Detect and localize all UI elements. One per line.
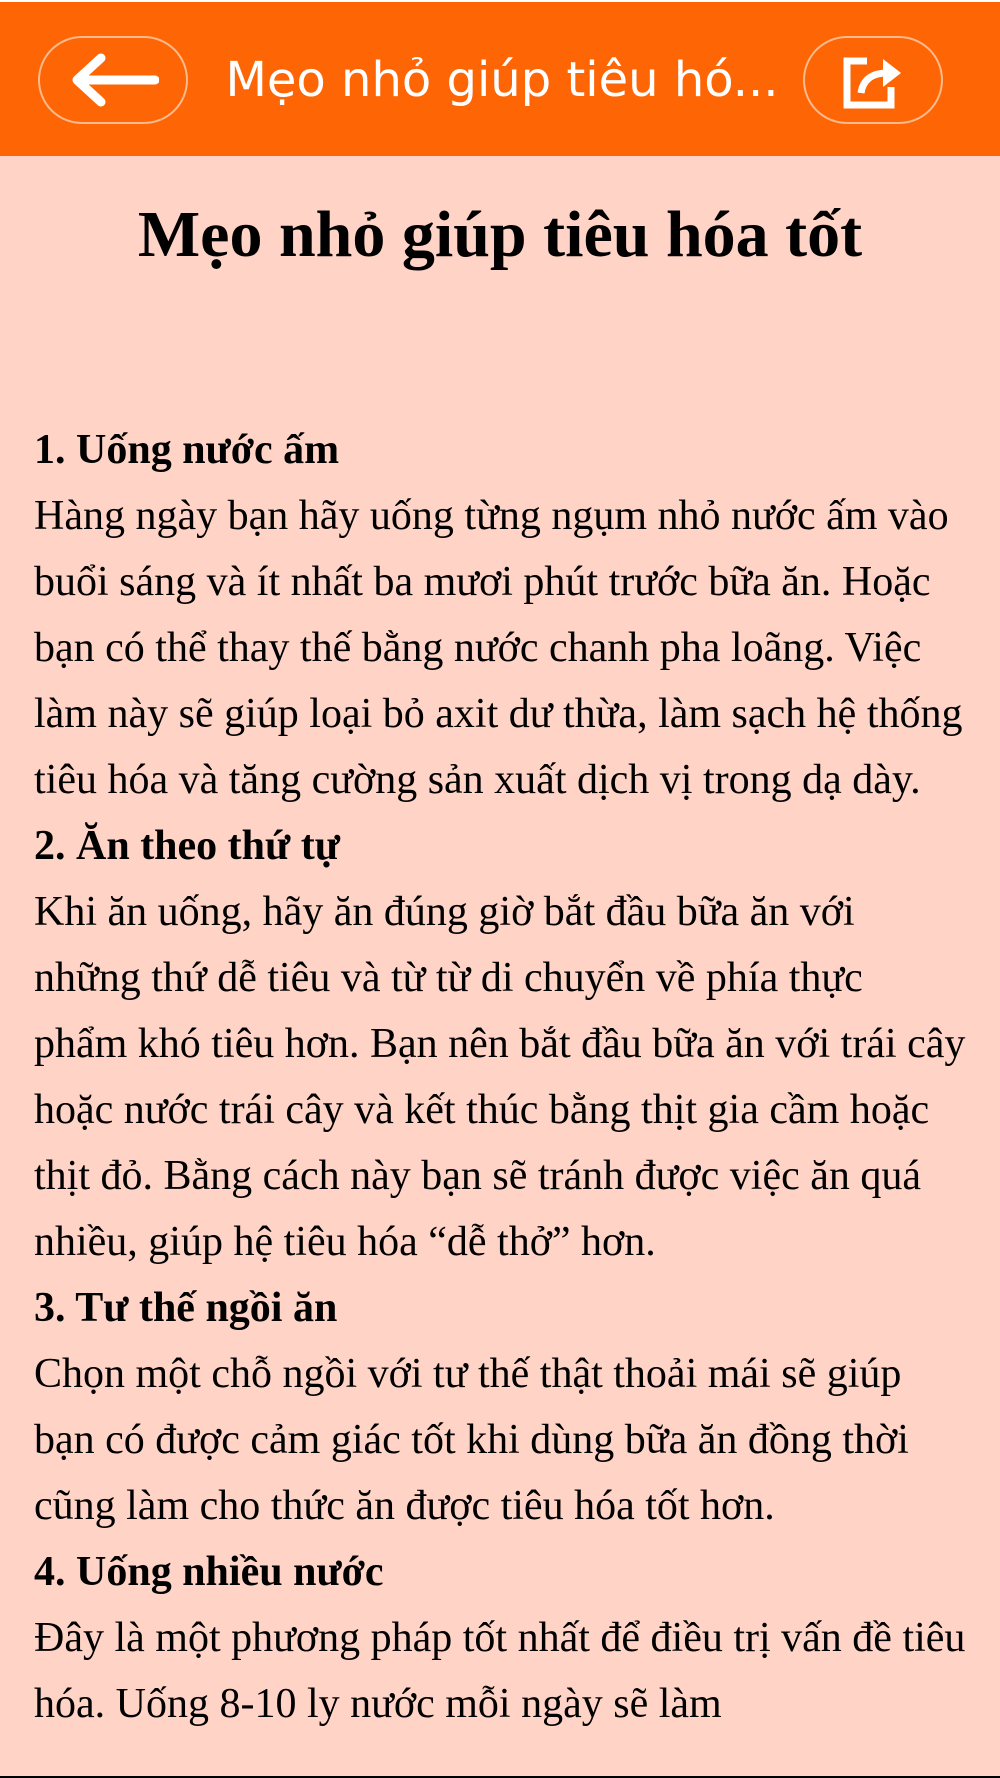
section-body: Khi ăn uống, hãy ăn đúng giờ bắt đầu bữa ăn với những thứ dễ tiêu và từ từ di chuyển về phía thực phẩm khó tiêu hơn. Bạn nên bắt đầu bữa ăn với trái cây hoặc nước trái cây và kết thúc bằng thịt gia cầm hoặc thịt đỏ. Bằng cách này bạn sẽ tránh được việc ăn quá nhiều, giúp hệ tiêu hóa “dễ thở” hơn.: [34, 888, 966, 1265]
article-sections: [34, 417, 966, 1737]
section-heading: 4. Uống nhiều nước: [34, 1548, 384, 1595]
share-button[interactable]: [803, 36, 943, 124]
article-content[interactable]: [0, 156, 1000, 1778]
share-export-icon: [837, 49, 909, 111]
navigation-bar: [0, 0, 1000, 156]
back-button[interactable]: [38, 36, 188, 124]
nav-title: Mẹo nhỏ giúp tiêu hó...: [225, 52, 779, 108]
section-heading: 2. Ăn theo thứ tự: [34, 822, 340, 869]
section-heading: 3. Tư thế ngồi ăn: [34, 1284, 338, 1331]
section-heading: 1. Uống nước ấm: [34, 426, 340, 473]
section-body: Chọn một chỗ ngồi với tư thế thật thoải mái sẽ giúp bạn có được cảm giác tốt khi dùng bữa ăn đồng thời cũng làm cho thức ăn được tiêu hóa tốt hơn.: [34, 1350, 909, 1529]
section-body: Đây là một phương pháp tốt nhất để điều trị vấn đề tiêu hóa. Uống 8-10 ly nước mỗi ngày sẽ làm: [34, 1614, 966, 1727]
article-title: Mẹo nhỏ giúp tiêu hóa tốt: [137, 198, 863, 271]
section-body: Hàng ngày bạn hãy uống từng ngụm nhỏ nước ấm vào buổi sáng và ít nhất ba mươi phút trước bữa ăn. Hoặc bạn có thể thay thế bằng nước chanh pha loãng. Việc làm này sẽ giúp loại bỏ axit dư thừa, làm sạch hệ thống tiêu hóa và tăng cường sản xuất dịch vị trong dạ dày.: [34, 492, 963, 803]
arrow-left-icon: [67, 53, 159, 107]
